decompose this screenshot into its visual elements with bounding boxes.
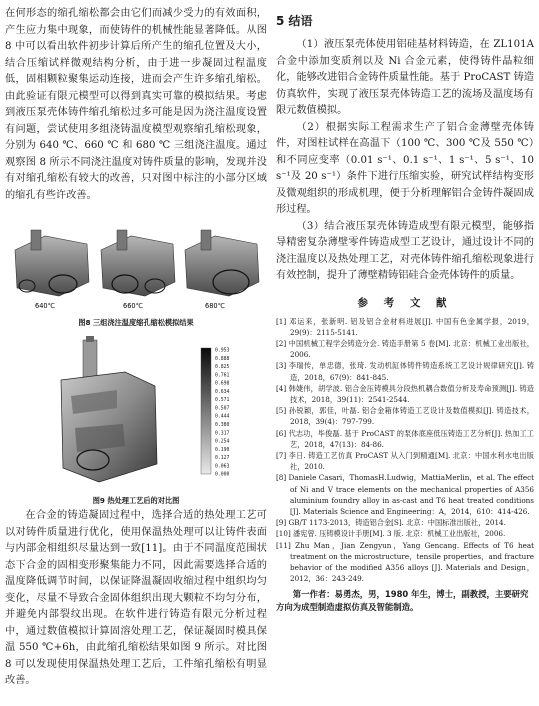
- legend-value-label: 0.571: [215, 398, 230, 404]
- legend-value-label: 0.127: [215, 456, 230, 462]
- reference-item: [10] 潘宪曾. 压铸模设计手册[M]. 3 版. 北京：机械工业出版社，2006.: [276, 529, 506, 539]
- casting-heat-treated: [61, 336, 157, 482]
- section-title-conclusion: 5 结语: [276, 14, 313, 28]
- legend-value-label: 0.953: [215, 348, 230, 354]
- legend-value-label: 0.063: [215, 464, 230, 470]
- fig8-label-660: 660℃: [123, 302, 143, 310]
- conclusion-1: （1）液压泵壳体使用铝硅基材料铸造，在 ZL101A 合金中添加变质剂以及 Ni 合金元素，使得铸件晶粒细化，能够改进铝合金铸件质量性能。基于 ProCAST 铸造仿真软件，实现了液压泵壳体铸造工艺的流场及温度场有限元数值模拟。: [276, 39, 534, 116]
- legend-value-label: 0.698: [215, 381, 230, 387]
- fig8-label-680: 680℃: [205, 302, 225, 310]
- figure-8: [5, 222, 267, 326]
- legend-value-label: 0.825: [215, 365, 230, 371]
- reference-item: [6] 代志功，毕俊磊. 基于 ProCAST 的泵体底座低压铸造工艺分析[J]. 热加工工艺，2018，47(13)：84-86.: [276, 428, 534, 449]
- reference-item: [7] 李日. 铸造工艺仿真 ProCAST 从入门到精通[M]. 北京：中国水利水电出版社，2010.: [276, 450, 534, 472]
- reference-item: [2] 中国机械工程学会铸造分会. 铸造手册第 5 卷[M]. 北京：机械工业出版社，2006.: [276, 338, 534, 360]
- reference-item: [1] 邓运来，张新明. 铝及铝合金材料进展[J]. 中国有色金属学报，2019，29(9)：2115-5141.: [276, 316, 534, 337]
- legend-value-label: 0.317: [215, 431, 230, 437]
- legend-value-label: 0.254: [215, 439, 230, 445]
- legend-value-label: 0.444: [215, 414, 230, 420]
- left-bottom-text-block: [5, 508, 267, 690]
- references-list: [276, 316, 534, 585]
- reference-item: [5] 孙锐颖，郭佳，叶磊. 铝合金箱体铸造工艺设计及数值模拟[J]. 铸造技术，2018，39(4)：797-799.: [276, 406, 534, 427]
- right-column: [276, 6, 534, 614]
- figure-9: [5, 336, 267, 504]
- body-text-bottom: 在合金的铸造凝固过程中，选择合适的热处理工艺可以对铸件质量进行优化，使用保温热处理可以让铸件表面与内部金相组织尽量达到一致[11]。由于不同温度范围状态下合金的固相变形聚集能力不同，因此需要选择合适的温度降低调节时间，以保证降温凝固收缩过程中组织均匀变化，尽量不导致合金固体组织出现大颗粒不均匀分布，并避免内部裂纹出现。在软件进行铸造有限元分析过程中，通过数值模拟计算固溶处理工艺，保证凝固时模具保温 550 ℃+6h，由此缩孔缩松结果如图 9 所示。对比图 8 可以发现使用保温热处理工艺后，工件缩孔缩松有明显改善。: [5, 510, 267, 686]
- figure-9-caption: 图9 热处理工艺后的对比图: [92, 496, 180, 505]
- reference-item: [11] Zhu Man，Jian Zengyun，Yang Gencang. Effects of T6 heat treatment on the microstructure，tensile properties，and fracture behavior of the modified A356 alloys [J]. Materials and Design，2012，36：243-249.: [276, 540, 534, 584]
- legend-value-label: 0.761: [215, 373, 230, 379]
- figure-8-caption: 图8 三组浇注温度缩孔缩松模拟结果: [78, 318, 194, 327]
- color-legend: [201, 348, 230, 478]
- casting-660: [101, 230, 175, 296]
- conclusion-3: （3）结合液压泵壳体铸造成型有限元模型，能够指导精密复杂薄壁零件铸造成型工艺设计，通过设计不同的浇注温度以及热处理工艺，对壳体铸件缩孔缩松现象进行有效控制，提升了薄壁精铸铝硅合金壳体铸件的质量。: [276, 220, 534, 281]
- body-text-top: 在何形态的缩孔缩松都会由它们而减少受力的有效面积，产生应力集中现象，而使铸件的机械性能显著降低。从图 8 中可以看出软件初步计算后所产生的缩孔位置及大小，结合压缩试样微观结构分析，由于进一步凝固过程温度低，固相颗粒聚集运动连接，进而会产生许多缩孔缩松。由此验证有限元模型可以得到真实可靠的模拟结果。考虑到液压泵壳体铸件缩孔缩松过多可能是因为浇注温度设置有问题，尝试使用多组浇铸温度模型观察缩孔缩松现象，分别为 640 ℃、660 ℃ 和 680 ℃ 三组浇注温度。通过观察图 8 所示不同浇注温度对铸件质量的影响，发现并没有对缩孔缩松有较大的改善，只对图中标注的小部分区域的缩孔有些许改善。: [5, 8, 267, 201]
- legend-value-label: 0.634: [215, 389, 230, 395]
- casting-680: [185, 230, 259, 296]
- figure-9-image: [5, 336, 267, 492]
- casting-640: [15, 230, 89, 296]
- conclusion-2: （2）根据实际工程需求生产了铝合金薄壁壳体铸件，对图柱试样在高温下（100 ℃、300 ℃及 550 ℃）和不同应变率（0.01 s⁻¹、0.1 s⁻¹、1 s⁻¹、5 s⁻¹、10 s⁻¹及 20 s⁻¹）条件下进行压缩实验，研究试样结构变形及微观组织的形成机理，便于分析理解铝合金铸件凝固成形过程。: [276, 121, 534, 215]
- left-column: [5, 6, 267, 204]
- references-heading: 参 考 文 献: [357, 296, 453, 309]
- legend-value-label: 0.190: [215, 447, 230, 453]
- legend-value-label: 0.888: [215, 356, 230, 362]
- fig8-label-640: 640℃: [35, 302, 55, 310]
- reference-item: [8] Daniele Casari，ThomasH.Ludwig，MattiaMerlin，et al. The effect of Ni and V trace elements on the mechanical properties of A356 aluminium foundry alloy in as-cast and T6 heat treated conditions [J]. Materials Science and Engineering：A，2014，610：414-426.: [276, 473, 534, 516]
- legend-value-label: 0.380: [215, 423, 230, 428]
- figure-8-image: [5, 222, 267, 314]
- author-bio: 第一作者：易勇杰，男，1980 年生，博士，副教授，主要研究方向为成型制造虚拟仿真及智能制造。: [276, 589, 529, 613]
- legend-value-label: 0.000: [215, 472, 230, 478]
- reference-item: [4] 韩婕伟，胡学波. 铝合金压铸模具分段热机耦合数值分析及寿命预测[J]. 铸造技术，2018，39(11)：2541-2544.: [276, 383, 534, 404]
- reference-item: [9] GB/T 1173-2013，铸造铝合金[S]. 北京：中国标准出版社，2014.: [276, 518, 506, 528]
- reference-item: [3] 李瑞传，单忠德，张琦. 发动机缸体铸件铸造系统工艺设计规律研究[J]. 铸造，2018，67(9)：841-845.: [276, 361, 534, 382]
- legend-value-label: 0.507: [215, 406, 230, 412]
